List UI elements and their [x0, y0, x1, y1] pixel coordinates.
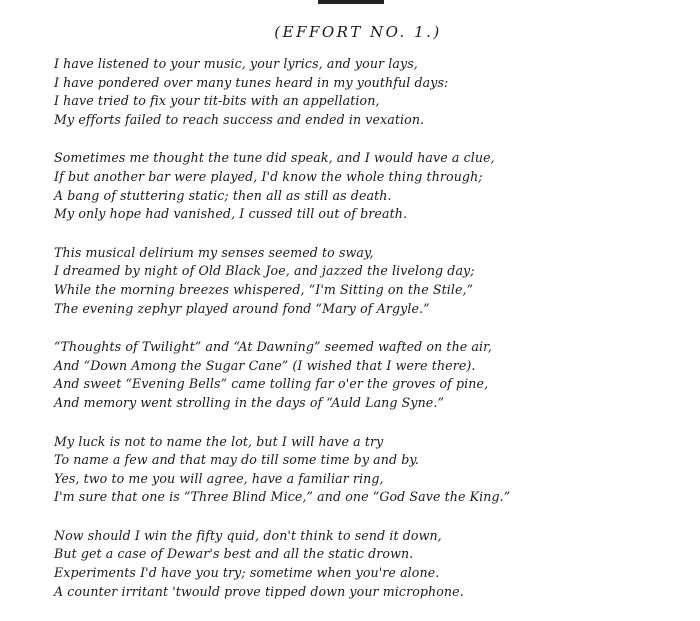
poem-line: My luck is not to name the lot, but I will have a try — [54, 433, 384, 449]
poem-line: And “Down Among the Sugar Cane” (I wished that I were there). — [54, 357, 476, 373]
poem-line: Sometimes me thought the tune did speak, and I would have a clue, — [54, 150, 495, 166]
poem-line: If but another bar were played, I'd know the whole thing through; — [54, 168, 483, 184]
stanza-2 — [54, 149, 694, 223]
poem-line: Yes, two to me you will agree, have a familiar ring, — [54, 470, 384, 486]
poem-line: And sweet “Evening Bells” came tolling far o'er the groves of pine, — [54, 376, 489, 392]
poem-line: I dreamed by night of Old Black Joe, and jazzed the livelong day; — [54, 263, 475, 279]
poem-line: To name a few and that may do till some time by and by. — [54, 452, 420, 468]
poem-title: (EFFORT NO. 1.) — [274, 23, 442, 41]
stanza-1 — [54, 55, 694, 129]
poem-line: The evening zephyr played around fond “Mary of Argyle.” — [54, 300, 430, 316]
poem-line: Experiments I'd have you try; sometime when you're alone. — [54, 565, 440, 581]
poem-line: And memory went strolling in the days of “Auld Lang Syne.” — [54, 394, 444, 410]
stanza-6 — [54, 527, 694, 601]
poem-line: My efforts failed to reach success and ended in vexation. — [54, 111, 425, 127]
poem-line: I have listened to your music, your lyrics, and your lays, — [54, 56, 418, 71]
poem-line: This musical delirium my senses seemed to sway, — [54, 244, 374, 260]
poem-line: “Thoughts of Twilight” and “At Dawning” seemed wafted on the air, — [54, 339, 493, 355]
poem-line: My only hope had vanished, I cussed till out of breath. — [54, 206, 408, 222]
poem-line: But get a case of Dewar's best and all the static drown. — [54, 546, 414, 562]
poem-line: Now should I win the fifty quid, don't think to send it down, — [54, 527, 442, 543]
stanza-5 — [54, 433, 694, 507]
stanza-3 — [54, 244, 694, 318]
poem-line: A counter irritant 'twould prove tipped down your microphone. — [54, 583, 464, 599]
stanza-4 — [54, 338, 694, 412]
poem-body — [54, 55, 694, 621]
poem-line: While the morning breezes whispered, “I'm Sitting on the Stile,” — [54, 281, 474, 297]
poem-line: A bang of stuttering static; then all as still as death. — [54, 187, 392, 203]
poem-line: I have tried to fix your tit-bits with an appellation, — [54, 93, 380, 109]
top-rule-divider — [318, 0, 384, 4]
poem-line: I have pondered over many tunes heard in my youthful days: — [54, 74, 449, 90]
poem-line: I'm sure that one is “Three Blind Mice,” and one “God Save the King.” — [54, 489, 511, 505]
